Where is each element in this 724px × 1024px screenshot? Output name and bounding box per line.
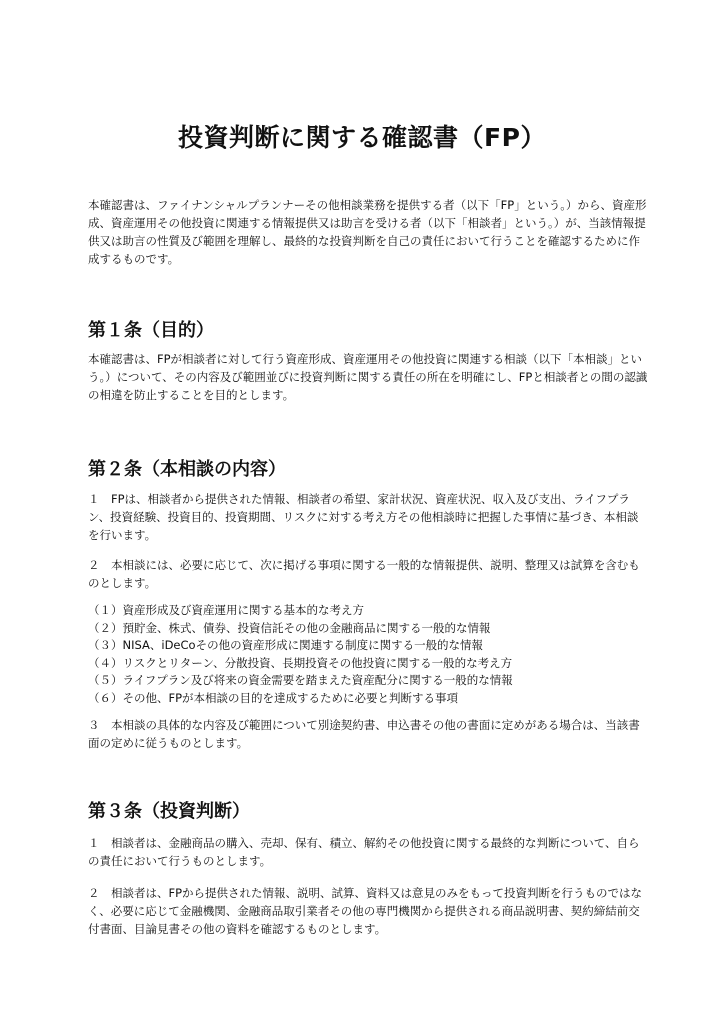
article3-heading: 第３条（投資判断） bbox=[88, 801, 250, 822]
article2-paragraph-1: １ FPは、相談者から提供された情報、相談者の希望、家計状況、資産状況、収入及び支出、ライフプラン、投資経験、投資目的、投資期間、リスクに対する考え方その他相談時に把握した事情に基づき、本相談を行います。 bbox=[88, 492, 639, 542]
article3-paragraph-1: １ 相談者は、金融商品の購入、売却、保有、積立、解約その他投資に関する最終的な判断について、自らの責任において行うものとします。 bbox=[88, 836, 640, 868]
article1-body: 本確認書は、FPが相談者に対して行う資産形成、資産運用その他投資に関連する相談（以下「本相談」という。）について、その内容及び範囲並びに投資判断に関する責任の所在を明確にし、FPと相談者との間の認識の相違を防止することを目的とします。 bbox=[88, 352, 648, 402]
list-item: （２）預貯金、株式、債券、投資信託その他の金融商品に関する一般的な情報 bbox=[88, 620, 491, 635]
list-item: （１）資産形成及び資産運用に関する基本的な考え方 bbox=[88, 603, 364, 617]
article2-item-list bbox=[88, 602, 648, 707]
article2-paragraph-2: ２ 本相談には、必要に応じて、次に掲げる事項に関する一般的な情報提供、説明、整理又は試算を含むものとします。 bbox=[88, 558, 640, 590]
intro-paragraph: 本確認書は、ファイナンシャルプランナーその他相談業務を提供する者（以下「FP」という。）から、資産形成、資産運用その他投資に関連する情報提供又は助言を受ける者（以下「相談者」という。）が、当該情報提供又は助言の性質及び範囲を理解し、最終的な投資判断を自己の責任において行うことを確認するために作成するものです。 bbox=[88, 198, 647, 266]
list-item: （６）その他、FPが本相談の目的を達成するために必要と判断する事項 bbox=[88, 690, 459, 705]
list-item: （４）リスクとリターン、分散投資、長期投資その他投資に関する一般的な考え方 bbox=[88, 655, 513, 670]
document-title: 投資判断に関する確認書（FP） bbox=[178, 123, 546, 152]
list-item: （３）NISA、iDeCoその他の資産形成に関連する制度に関する一般的な情報 bbox=[88, 638, 484, 652]
article3-paragraph-2: ２ 相談者は、FPから提供された情報、説明、試算、資料又は意見のみをもって投資判断を行うものではなく、必要に応じて金融機関、金融商品取引業者その他の専門機関から提供される商品説明書、契約締結前交付書面、目論見書その他の資料を確認するものとします。 bbox=[88, 886, 643, 936]
article1-heading: 第１条（目的） bbox=[88, 320, 214, 341]
article2-paragraph-3: ３ 本相談の具体的な内容及び範囲について別途契約書、申込書その他の書面に定めがある場合は、当該書面の定めに従うものとします。 bbox=[88, 718, 640, 750]
list-item: （５）ライフプラン及び将来の資金需要を踏まえた資産配分に関する一般的な情報 bbox=[88, 673, 513, 687]
article2-heading: 第２条（本相談の内容） bbox=[88, 459, 286, 480]
